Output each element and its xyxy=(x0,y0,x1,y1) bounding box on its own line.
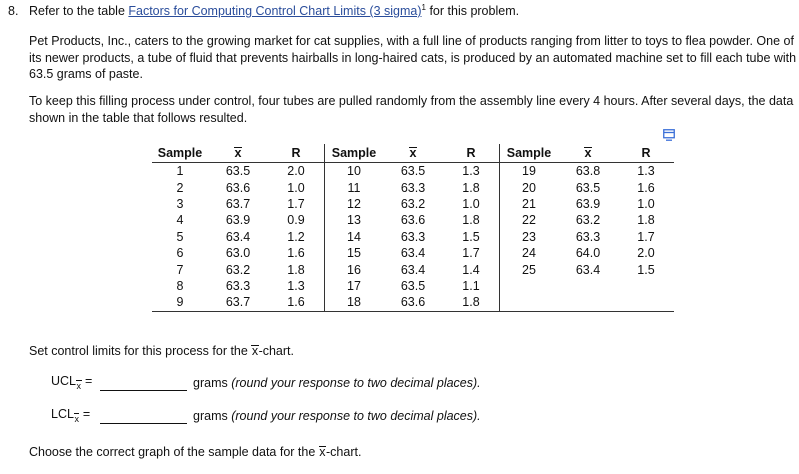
cell-sample: 21 xyxy=(500,196,559,212)
cell-r xyxy=(618,294,674,311)
cell-sample: 5 xyxy=(176,229,184,244)
cell-xbar xyxy=(558,278,618,294)
cell-sample: 2 xyxy=(176,180,184,195)
lcl-answer-input[interactable] xyxy=(100,409,187,424)
header-sample: Sample xyxy=(500,144,559,163)
cell-xbar: 63.9 xyxy=(225,213,251,228)
ucl-instruction: grams (round your response to two decimal places). xyxy=(193,376,481,390)
question-number: 8. xyxy=(8,4,19,18)
cell-r: 1.8 xyxy=(287,262,305,277)
cell-sample: 16 xyxy=(325,261,384,277)
cell-xbar: 63.2 xyxy=(575,213,601,228)
question-header xyxy=(29,4,519,18)
cell-r: 1.3 xyxy=(637,164,655,179)
cell-r: 1.7 xyxy=(637,229,655,244)
problem-paragraph-1: Pet Products, Inc., caters to the growing market for cat supplies, with a full line of products ranging from litter to toys to flea powder. One of its newer products, a tube of fluid that prevents hairballs in long-haired cats, is produced by an automated machine set to fill each tube with 63.5 grams of paste. xyxy=(29,34,797,81)
xbar-symbol: x xyxy=(319,445,326,459)
cell-sample: 9 xyxy=(152,294,208,311)
cell-sample xyxy=(500,278,559,294)
cell-r: 1.5 xyxy=(462,229,480,244)
cell-r: 1.8 xyxy=(637,213,655,228)
cell-sample: 22 xyxy=(500,212,559,228)
ucl-label: $UCL_x$ = xyxy=(51,374,93,391)
header-xbar: x xyxy=(558,144,618,163)
cell-sample: 8 xyxy=(176,278,184,293)
cell-xbar: 63.0 xyxy=(225,246,251,261)
table-header-row xyxy=(152,144,674,163)
cell-sample: 18 xyxy=(325,294,384,311)
cell-sample: 3 xyxy=(176,196,184,211)
cell-xbar: 63.4 xyxy=(400,246,426,261)
cell-xbar: 63.2 xyxy=(400,196,426,211)
cell-sample: 23 xyxy=(500,229,559,245)
cell-xbar: 63.4 xyxy=(575,262,601,277)
table-row xyxy=(152,294,674,311)
cell-r: 1.4 xyxy=(462,262,480,277)
cell-r: 0.9 xyxy=(287,213,305,228)
cell-xbar: 64.0 xyxy=(575,246,601,261)
cell-r: 1.6 xyxy=(637,180,655,195)
cell-xbar: 63.3 xyxy=(225,278,251,293)
cell-sample: 7 xyxy=(176,262,184,277)
header-xbar: x xyxy=(208,144,268,163)
table-row xyxy=(152,163,674,180)
sample-data-table-container xyxy=(152,144,674,312)
cell-xbar xyxy=(558,294,618,311)
lcl-label: $LCL_x$ = xyxy=(51,407,91,424)
xbar-symbol: x xyxy=(251,344,259,358)
question-prefix: Refer to the table xyxy=(29,4,129,18)
cell-r: 1.7 xyxy=(287,196,305,211)
header-r: R xyxy=(618,144,674,163)
cell-xbar: 63.6 xyxy=(225,180,251,195)
cell-sample: 24 xyxy=(500,245,559,261)
header-r: R xyxy=(268,144,325,163)
cell-xbar: 63.5 xyxy=(400,278,426,293)
cell-r: 1.5 xyxy=(637,262,655,277)
cell-sample: 11 xyxy=(325,179,384,195)
cell-xbar: 63.5 xyxy=(225,164,251,179)
cell-xbar: 63.8 xyxy=(575,164,601,179)
cell-r: 1.8 xyxy=(462,213,480,228)
cell-xbar: 63.3 xyxy=(575,229,601,244)
cell-r: 2.0 xyxy=(287,164,305,179)
table-row xyxy=(152,179,674,195)
cell-xbar: 63.3 xyxy=(400,180,426,195)
question-suffix: for this problem. xyxy=(425,4,520,18)
header-xbar: x xyxy=(383,144,443,163)
cell-xbar: 63.3 xyxy=(400,229,426,244)
choose-graph-prompt: Choose the correct graph of the sample data for the x-chart. xyxy=(29,445,362,459)
cell-xbar: 63.7 xyxy=(225,196,251,211)
sample-data-table xyxy=(152,144,674,312)
cell-xbar: 63.5 xyxy=(400,164,426,179)
cell-r: 1.6 xyxy=(268,294,325,311)
cell-r: 1.8 xyxy=(462,180,480,195)
cell-sample: 4 xyxy=(176,213,184,228)
cell-sample: 6 xyxy=(176,246,184,261)
cell-xbar: 63.4 xyxy=(225,229,251,244)
problem-paragraph-2: To keep this filling process under control, four tubes are pulled randomly from the assembly line every 4 hours. After several days, the data shown in the table that follows resulted. xyxy=(29,94,794,125)
factors-table-link[interactable]: Factors for Computing Control Chart Limits (3 sigma) xyxy=(128,4,422,18)
cell-r xyxy=(618,278,674,294)
table-row xyxy=(152,212,674,228)
header-r: R xyxy=(443,144,500,163)
lcl-instruction: grams (round your response to two decimal places). xyxy=(193,409,481,423)
cell-sample: 12 xyxy=(325,196,384,212)
set-limits-prompt: Set control limits for this process for the x-chart. xyxy=(29,344,294,358)
cell-sample: 14 xyxy=(325,229,384,245)
cell-sample: 17 xyxy=(325,278,384,294)
cell-r: 1.0 xyxy=(637,196,655,211)
ucl-answer-input[interactable] xyxy=(100,376,187,391)
cell-sample: 10 xyxy=(325,163,384,180)
cell-r: 1.1 xyxy=(462,278,480,293)
cell-r: 1.6 xyxy=(287,246,305,261)
footnote-mark[interactable]: 1 xyxy=(421,3,426,12)
table-row xyxy=(152,196,674,212)
cell-r: 1.3 xyxy=(287,278,305,293)
cell-r: 1.2 xyxy=(287,229,305,244)
cell-xbar: 63.6 xyxy=(400,213,426,228)
cell-xbar: 63.5 xyxy=(575,180,601,195)
header-sample: Sample xyxy=(325,144,384,163)
cell-r: 2.0 xyxy=(637,246,655,261)
cell-r: 1.0 xyxy=(462,196,480,211)
table-row xyxy=(152,229,674,245)
cell-r: 1.8 xyxy=(443,294,500,311)
header-sample: Sample xyxy=(152,144,208,163)
cell-sample: 13 xyxy=(325,212,384,228)
cell-r: 1.0 xyxy=(287,180,305,195)
cell-xbar: 63.9 xyxy=(575,196,601,211)
cell-sample: 20 xyxy=(500,179,559,195)
cell-sample: 19 xyxy=(500,163,559,180)
cell-sample: 1 xyxy=(176,164,184,179)
cell-r: 1.7 xyxy=(462,246,480,261)
cell-xbar: 63.6 xyxy=(383,294,443,311)
table-row xyxy=(152,278,674,294)
cell-xbar: 63.7 xyxy=(208,294,268,311)
table-row xyxy=(152,245,674,261)
table-row xyxy=(152,261,674,277)
cell-xbar: 63.2 xyxy=(225,262,251,277)
cell-sample xyxy=(500,294,559,311)
cell-xbar: 63.4 xyxy=(400,262,426,277)
cell-sample: 25 xyxy=(500,261,559,277)
cell-r: 1.3 xyxy=(462,164,480,179)
copy-table-icon[interactable] xyxy=(663,129,675,141)
cell-sample: 15 xyxy=(325,245,384,261)
